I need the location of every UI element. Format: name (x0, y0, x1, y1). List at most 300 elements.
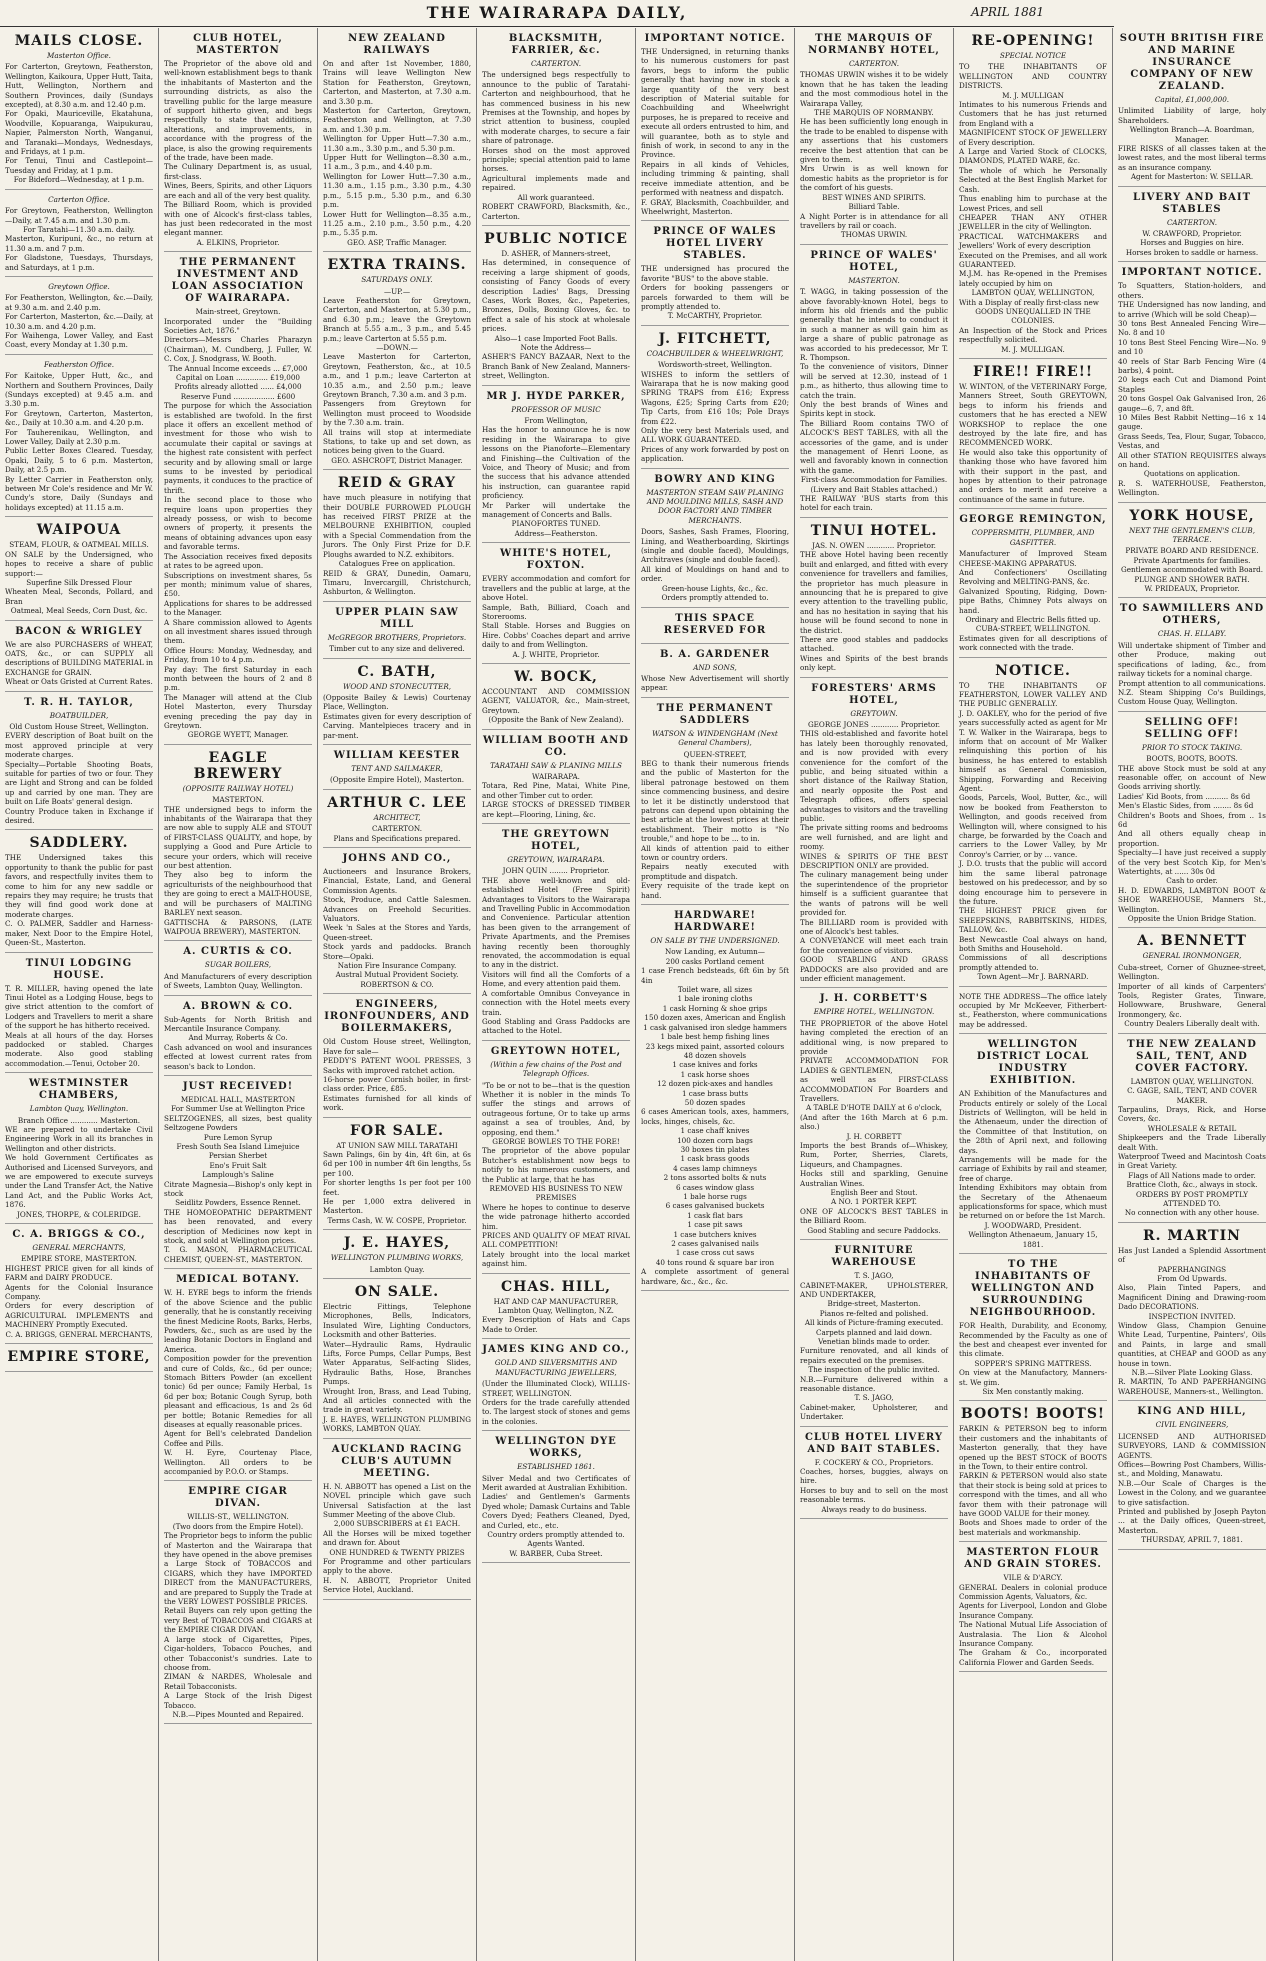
ad-text: VILE & D'ARCY. (1003, 1573, 1063, 1583)
advertisement (5, 1078, 153, 1224)
ad-text: Sawn Palings, 6in by 4in, 4ft 6in, at 6s 6d per 100 in number 4ft 6in lengths, 5s per 100. (323, 1149, 471, 1178)
advertisement (5, 33, 153, 190)
ad-heading: HARDWARE! HARDWARE! (674, 910, 756, 934)
ad-text: Wines and Spirits of the best brands only kept. (800, 653, 948, 673)
ad-heading: TO SAWMILLERS AND OTHERS, (1119, 603, 1265, 627)
ad-subheading: CIVIL ENGINEERS, (1155, 1420, 1229, 1430)
ad-subheading: GREYTOWN, WAIRARAPA. (507, 855, 605, 864)
ad-text: Pay day: The first Saturday in each month between the hours of 2 and 8 p.m. (164, 664, 312, 693)
ad-text: J. H. CORBETT (846, 1131, 902, 1141)
ad-text: 10 Miles Best Rabbit Netting—16 x 14 gauge. (1118, 412, 1266, 432)
advertisement (164, 33, 312, 252)
ad-text: Will undertake shipment of Timber and other Produce, making out specifications of lading, &c., from railway tickets for a nominal charge. (1118, 640, 1266, 679)
ad-text: Wines, Beers, Spirits, and other Liquors are each and all of the very best quality. (164, 181, 312, 200)
ad-subheading: Masterton Office. (47, 51, 111, 60)
ad-heading: THIS SPACE RESERVED FOR (663, 612, 767, 636)
advertisement (323, 607, 471, 659)
ad-text: The National Mutual Life Association of Australasia. The Lion & Alcohol Insurance Company. (959, 1620, 1107, 1649)
ad-text: A TABLE D'HOTE DAILY at 6 o'clock, (806, 1103, 942, 1113)
ad-subheading: EMPIRE HOTEL, WELLINGTON. (813, 1007, 935, 1017)
column-4 (482, 32, 630, 1957)
ad-text: W. H. Eyre, Courtenay Place, Wellington. All orders to be accompanied by P.O.O. or Stamps. (164, 1448, 312, 1476)
ad-text: A Night Porter is in attendance for all travellers by rail or coach. (800, 211, 948, 230)
ad-text: Every Description of Hats and Caps Made to Order. (482, 1315, 630, 1334)
advertisement (5, 626, 153, 692)
ad-subheading: PRIOR TO STOCK TAKING. (1141, 742, 1243, 752)
ad-text: A. ELKINS, Proprietor. (196, 237, 280, 247)
ad-text: Fresh South Sea Island Limejuice (176, 1142, 300, 1151)
ad-text: 1 cask flat bars (687, 1210, 743, 1220)
ad-heading: WHITE'S HOTEL, FOXTON. (500, 548, 612, 572)
ad-text: Plans and Specifications prepared. (333, 833, 461, 843)
advertisement (800, 1245, 948, 1427)
ad-heading: TO THE INHABITANTS OF WELLINGTON AND SURROUNDING NEIGHBOURHOOD. (969, 1259, 1097, 1319)
ad-text: Also, Plain Tinted Papers, and Magnificent Dining and Drawing-room Dado DECORATIONS. (1118, 1283, 1266, 1312)
ad-text: H. N. ABBOTT has opened a List on the NOVEL principle which gave such Universal Satisfaction at the last Summer Meeting of the above Club. (323, 1481, 471, 1519)
ad-text: The inspection of the public invited. (808, 1365, 940, 1375)
ad-text: PEDDY'S PATENT WOOL PRESSES, 3 Sacks with improved ratchet action. (323, 1056, 471, 1075)
advertisement (1118, 1228, 1266, 1402)
advertisement (959, 663, 1107, 987)
ad-text: Repairs in all kinds of Vehicles, including trimming & painting, shall receive immediate attention, and be performed with neatness and dispatch. (641, 159, 789, 198)
advertisement (482, 1279, 630, 1340)
advertisement (800, 993, 948, 1240)
ad-text: ROBERT CRAWFORD, Blacksmith, &c., Carterton. (482, 202, 630, 221)
ad-text: W. WINTON, of the VETERINARY Forge, Manners Street, South GREYTOWN, begs to inform his friends and customers that he has erected a NEW WORKSHOP to replace the one destroyed by the late fire, and has RECOMMENCED WORK. (959, 382, 1107, 448)
ad-text: Cabinet-maker, Upholsterer, and Undertaker. (800, 1402, 948, 1422)
ad-heading: REID & GRAY (337, 475, 457, 492)
ad-text: Note the Address— (520, 342, 592, 352)
ad-text: 1 bale horse rugs (683, 1192, 747, 1201)
ad-text: Good Stabling and Grass Paddocks are attached to the Hotel. (482, 1016, 630, 1036)
ad-text: LARGE STOCKS of DRESSED TIMBER are kept—Flooring, Lining, &c. (482, 800, 630, 819)
ad-text: Eno's Fruit Salt (209, 1160, 267, 1170)
ad-heading: JAMES KING AND CO., (482, 1344, 630, 1356)
ad-text: MASTERTON. (212, 795, 264, 805)
ad-text: TO THE INHABITANTS OF WELLINGTON AND COUNTRY DISTRICTS. (959, 62, 1107, 91)
ad-heading: JUST RECEIVED! (182, 1080, 294, 1092)
ad-text: For Programme and other particulars apply to the above. (323, 1556, 471, 1576)
ad-text: Every requisite of the trade kept on hand. (641, 881, 789, 900)
advertisement (5, 282, 153, 355)
ad-text: PRIVATE BOARD AND RESIDENCE. (1125, 546, 1259, 556)
ad-text: Lamplough's Saline (202, 1170, 274, 1180)
advertisement (323, 750, 471, 790)
ad-text: Public Letter Boxes Cleared. Tuesday, Opaki, Daily, 5 to 6 p.m. Masterton, Daily, at 2.5 p.m. (5, 446, 153, 475)
ad-subheading: (OPPOSITE RAILWAY HOTEL) (182, 783, 294, 793)
ad-heading: GEORGE REMINGTON, (959, 514, 1107, 526)
ad-subheading: CHAS. H. ELLABY. (1157, 629, 1227, 639)
advertisement (323, 1444, 471, 1600)
ad-heading: THE NEW ZEALAND SAIL, TENT, AND COVER FACTORY. (1127, 1038, 1257, 1074)
ad-text: Carpets planned and laid down. (815, 1327, 933, 1337)
ad-text: The Manager will attend at the Club Hotel Masterton, every Thursday evening preceding the pay day in Greytown. (164, 692, 312, 730)
ad-text: PAPERHANGINGS (1157, 1264, 1227, 1274)
ad-text: For Taratahi—11.30 a.m. daily. (23, 224, 135, 234)
ad-text: W. H. EYRE begs to inform the friends of the above Science and the public generally, that he is constantly receiving the finest Medicine Roots, Barks, Herbs, Powders, &c., such as are used by the leading Botanic Doctors in England and America. (164, 1288, 313, 1354)
ad-text: TO THE INHABITANTS OF FEATHERSTON, LOWER VALLEY AND THE PUBLIC GENERALLY. (959, 680, 1107, 709)
ad-text: Private Apartments for families. (1133, 555, 1251, 565)
advertisement (641, 226, 789, 325)
ad-heading: MAILS CLOSE. (14, 33, 144, 49)
column-rule (953, 28, 954, 1961)
column-rule (476, 28, 477, 1961)
ad-text: Incorporated under the "Building Societies Act, 1876." (164, 316, 312, 335)
masthead (0, 0, 1114, 27)
ad-text: Window Glass, Champion Genuine White Lead, Turpentine, Painters', Oils and Paints, in large and small quantities, at CHEAP and GOOD as any house in town. (1118, 1321, 1266, 1368)
ad-heading: JOHNS AND CO., (342, 853, 452, 864)
ad-text: A large stock of Cigarettes, Pipes, Cigar-holders, Tobacco Pouches, and other Tobacconist's sundries. Late to choose from. (164, 1634, 312, 1672)
advertisement (323, 33, 471, 252)
ad-text: GEORGE BOWLES TO THE FORE! (492, 1136, 620, 1146)
ad-text: A Share commission allowed to Agents on all investment shares issued through them. (164, 617, 312, 646)
advertisement (959, 1406, 1107, 1542)
ad-text: LAMBTON QUAY, WELLINGTON. (1130, 1076, 1254, 1086)
ad-text: Masterton, Kuripuni, &c., no return at 11.30 a.m. and 7 p.m. (5, 234, 153, 253)
ad-text: 40 reels of Star Barb Fencing Wire (4 barbs), 4 point. (1118, 356, 1266, 375)
ad-text: (Livery and Bait Stables attached.) (810, 484, 938, 494)
ad-text: 1 cask Horning & shoe grips (662, 1003, 768, 1013)
ad-text: The Graham & Co., incorporated California Flower and Garden Seeds. (959, 1648, 1107, 1667)
ad-text: 20 tons Gospel Oak Galvanised Iron, 26 gauge—6, 7, and 8ft. (1118, 394, 1266, 413)
ad-text: The purpose for which the Association is established are twofold. In the first place it offers an excellent method of investment for those who wish to accumulate their capital or savings at the highest rate consistent with perfect security and by allowing small or large sums to be invested by periodical payments, it conduces to the practice of thrift. (164, 401, 312, 495)
ad-text: SOPPER'S SPRING MATTRESS. (974, 1358, 1092, 1368)
column-rule (794, 28, 795, 1961)
ad-text: Now Landing, ex Autumn— (664, 947, 765, 957)
ad-text: PRACTICAL WATCHMAKERS and Jewellers' Work of every description (959, 231, 1107, 251)
ad-subheading: Lambton Quay, Wellington. (29, 1104, 129, 1114)
ad-text: 1 case butchers knives (673, 1229, 757, 1239)
ad-text: GOODS UNEQUALLED IN THE COLONIES. (975, 306, 1091, 326)
newspaper-title: THE WAIRARAPA DAILY, (426, 3, 688, 22)
ad-text: For Bideford—Wednesday, at 1 p.m. (13, 175, 145, 185)
ad-text: Address—Featherston. (514, 528, 598, 538)
ad-text: Horses to buy and to sell on the most reasonable terms. (800, 1485, 948, 1505)
advertisement (323, 475, 471, 601)
ad-text: FARKIN & PETERSON beg to inform their customers and the inhabitants of Masterton generally, that they have opened up the BEST STOCK of BOOTS in the Town, to their entire control. (959, 1424, 1107, 1471)
ad-subheading: GENERAL IRONMONGER, (1142, 951, 1242, 961)
ad-text: The private sitting rooms and bedrooms are well furnished, and are light and roomy. (800, 823, 948, 852)
advertisement (482, 829, 630, 1041)
ad-text: 1 case cross cut saws (675, 1248, 755, 1258)
ad-text: NOTE THE ADDRESS—The office lately occupied by Mr McKeever, Fitherbert-st., Featherston, where communications may be addressed. (959, 991, 1107, 1029)
advertisement (1118, 192, 1266, 263)
ad-text: WILLIS-ST., WELLINGTON. (187, 1512, 289, 1522)
ad-text: QUEEN-STREET, (683, 749, 747, 759)
ad-text: Grass Seeds, Tea, Flour, Sugar, Tobacco, Vestas, and (1118, 431, 1266, 451)
issue-date: APRIL 1881 (971, 5, 1044, 19)
ad-text: Manufacturer of Improved Steam CHEESE-MAKING APPARATUS. (959, 549, 1107, 568)
ad-text: He per 1,000 extra delivered in Masterton. (323, 1196, 471, 1216)
ad-text: Has Just Landed a Splendid Assortment of (1118, 1245, 1266, 1265)
ad-text: N.B.—Furniture delivered within a reasonable distance. (800, 1374, 948, 1393)
ad-heading: PRINCE OF WALES HOTEL LIVERY STABLES. (653, 226, 777, 262)
advertisement (5, 360, 153, 518)
ad-subheading: MASTERTON. (848, 275, 900, 285)
advertisement (1118, 717, 1266, 929)
advertisement (641, 331, 789, 469)
advertisement (323, 1235, 471, 1279)
ad-text: Town Agent—Mr J. BARNARD. (977, 972, 1089, 982)
ad-text: Six Men constantly making. (982, 1386, 1084, 1396)
advertisement (323, 257, 471, 470)
ad-text: as well as FIRST-CLASS ACCOMMODATION For Boarders and Travellers. (800, 1075, 948, 1103)
ad-subheading: GENERAL MERCHANTS, (32, 1243, 126, 1253)
ad-text: Wellington for Upper Hutt—7.30 a.m., 11.30 a.m., 3.30 p.m., and 5.30 p.m. (323, 134, 471, 153)
column-2 (164, 32, 312, 1957)
ad-text: Horses and Buggies on hire. (1140, 238, 1244, 248)
ad-text: GEO. ASHCROFT, District Manager. (331, 455, 463, 465)
ad-heading: THE GREYTOWN HOTEL, (501, 829, 611, 852)
ad-text: Visitors will find all the Comforts of a Home, and every attention paid them. (482, 969, 630, 989)
ad-text: 10 tons Best Steel Fencing Wire—No. 9 and 10 (1118, 337, 1266, 357)
ad-text: N.B.—Silver Plate Looking Glass. (1131, 1368, 1253, 1378)
ad-text: Ordinary and Electric Bells fitted up. (965, 614, 1101, 624)
ad-text: AT UNION SAW MILL TARATAHI (336, 1140, 458, 1150)
ad-text: Week 'n Sales at the Stores and Yards, Queen-street. (323, 923, 471, 942)
ad-text: Leave Featherston for Greytown, Carterton, and Masterton, at 5.30 p.m., and 6.30 p.m.; leave the Greytown Branch at 5.55 a.m., 3 p.m., and 5.45 p.m.; leave Carterton at 5.55 p.m. (323, 295, 471, 343)
ad-text: Ladies' Kid Boots, from .......... 8s 6d (1118, 791, 1251, 801)
ad-subheading: WELLINGTON PLUMBING WORKS, (330, 1253, 464, 1263)
ad-text: "To be or not to be—that is the question Whether it is nobler in the minds To suffer the stings and arrows of outrageous fortune, Or to take up arms against a sea of troubles, And, by opposing, end them." (482, 1080, 630, 1137)
ad-text: There are good stables and paddocks attached. (800, 634, 948, 654)
ad-text: WAIRARAPA. (532, 771, 580, 781)
ad-text: For Summer Use at Wellington Price (171, 1104, 305, 1114)
ad-text: M. J. MULLIGAN (1002, 90, 1064, 100)
ad-text: GEORGE WYETT, Manager. (187, 730, 289, 740)
ad-text: Austral Mutual Provident Society. (335, 970, 459, 980)
ad-text: Orders for booking passengers or parcels forwarded to them will be promptly attended to. (641, 283, 789, 311)
ad-text: J. D.O. trusts that the public will accord him the same liberal patronage bestowed on his predecessor, and by so doing encourage him to persevere in the future. (959, 859, 1107, 906)
ad-text: Profits already allotted ...... £4,000 (174, 382, 302, 392)
ad-text: An Inspection of the Stock and Prices respectfully solicited. (959, 325, 1107, 345)
ad-text: THE Undersigned takes this opportunity to thank the public for past favors, and respectfully invites them to come to him for any new saddle or repairs they may require; he trusts that they will find good work done at moderate charges. (5, 853, 153, 919)
ad-text: 48 dozen shovels (683, 1050, 747, 1060)
ad-text: Intimates to his numerous Friends and Customers that he has just returned from England with a (959, 100, 1107, 128)
ad-text: Nation Fire Insurance Company. (337, 961, 457, 971)
advertisement (5, 697, 153, 831)
ad-text: Office Hours: Monday, Wednesday, and Friday, from 10 to 4 p.m. (164, 645, 312, 665)
ad-text: have much pleasure in notifying that their DOUBLE FURROWED PLOUGH has received FIRST PRIZE at the MELBOURNE EXHIBITION, coupled with a Special Commendation from the Jurors. The Only First Prize for D.F. Ploughs awarded to N.Z. exhibitors. (323, 493, 471, 559)
ad-heading: R. MARTIN (1143, 1227, 1241, 1244)
ad-text: REMOVED HIS BUSINESS TO NEW PREMISES (489, 1184, 623, 1203)
ad-text: For shorter lengths 1s per foot per 100 feet. (323, 1178, 471, 1197)
ad-text: Horses broken to saddle or harness. (1125, 247, 1259, 257)
ad-text: The whole of which he Personally Selected at the Best English Market for Cash. (959, 165, 1107, 194)
ad-text: GATTISCHA & PARSONS, (LATE WAIPOUA BREWERY), MASTERTON. (164, 917, 312, 936)
ad-text: Country Dealers Liberally dealt with. (1124, 1019, 1260, 1029)
ad-text: Agents for Liverpool, London and Globe Insurance Company. (959, 1601, 1107, 1620)
advertisement (164, 946, 312, 995)
ad-text: He would also take this opportunity of thanking those who have favored him with their support in the past, and hopes by attention to their patronage and orders to merit and receive a continuance of the same in future. (959, 447, 1107, 504)
ad-text: Wordsworth-street, Wellington. (657, 360, 773, 370)
ad-text: Superfine Silk Dressed Flour (26, 577, 132, 587)
ad-text: He has been sufficiently long enough in the trade to be enabled to dispense with any assertions that his customers receive the best attention that can be given to them. (800, 117, 948, 165)
ad-text: 1 cask horse shoes (680, 1069, 750, 1079)
ad-text: Also—1 case Imported Foot Balls. (494, 333, 618, 343)
advertisement (164, 257, 312, 745)
advertisement (164, 1001, 312, 1076)
ad-text: From Od Upwards. (1157, 1274, 1227, 1283)
ad-text: Lambton Quay, Wellington, N.Z. (498, 1306, 614, 1316)
ad-text: (Opposite Bailey & Lewis) Courtenay Place, Wellington. (323, 692, 471, 712)
ad-text: THOMAS URWIN wishes it to be widely known that he has taken the leading and the most commodious hotel in the Wairarapa Valley, (800, 70, 948, 108)
ad-text: BEST WINES AND SPIRITS. (822, 192, 926, 202)
ad-text: 200 casks Portland cement (665, 956, 765, 966)
ad-heading: A. BENNETT (1137, 933, 1247, 950)
ad-subheading: CARTERTON. (848, 59, 900, 68)
ad-text: Wheaten Meal, Seconds, Pollard, and Bran (5, 587, 153, 606)
ad-heading: ARTHUR C. LEE (327, 794, 467, 811)
ad-text: The Proprietor begs to inform the public of Masterton and the Wairarapa that they have opened in the above premises a Large Stock of TOBACCOS and CIGARS, which they have IMPORTED DIRECT from the MANUFACTURERS, and are prepared to Supply the Trade at the VERY LOWEST POSSIBLE PRICES. (164, 1531, 312, 1607)
ad-text: Best Newcastle Coal always on hand, both Smiths and Household. (959, 934, 1107, 953)
advertisement (482, 669, 630, 730)
advertisement (641, 33, 789, 221)
column-5 (641, 32, 789, 1957)
ad-heading: FIRE!! FIRE!! (972, 364, 1094, 380)
ad-text: For Kaitoke, Upper Hutt, &c., and Northern and Southern Provinces, Daily (Sundays excepted) at 9.45 a.m. and 3.30 p.m. (5, 371, 153, 409)
ad-heading: J. E. HAYES, (343, 1235, 451, 1252)
ad-heading: NEW ZEALAND RAILWAYS (348, 33, 446, 56)
advertisement (5, 195, 153, 277)
ad-subheading: WOOD AND STONECUTTER, (342, 681, 452, 691)
ad-text: Estimates given for every description of Carving. Mantelpieces tracery and in par-ment. (323, 711, 471, 740)
ad-text: Silver Medal and two Certificates of Merit awarded at Australian Exhibition. (482, 1473, 630, 1492)
ad-text: REID & GRAY, Dunedin, Oamaru, Timaru, Invercargill, Christchurch, Ashburton, & Wellington. (323, 568, 471, 597)
ad-text: Waterproof Tweed and Macintosh Coats in Great Variety. (1118, 1151, 1266, 1171)
ad-text: Repairs neatly executed with promptitude and dispatch. (641, 862, 789, 881)
advertisement (1118, 1039, 1266, 1223)
ad-text: THE undersigned has procured the favorite "BUS" to the above stable. (641, 264, 789, 283)
ad-subheading: PROFESSOR OF MUSIC (511, 404, 601, 414)
ad-text: THE above Hotel having been recently built and enlarged, and fitted with every convenience for travellers and families, the proprietor has much pleasure in announcing that he is prepared to give every attention to the travelling public, and has no hesitation in saying that his house will be found second to none in the district. (800, 550, 948, 635)
advertisement (482, 1046, 630, 1274)
ad-heading: A. BROWN & CO. (182, 1000, 294, 1012)
ad-text: 4 cases lamp chimneys (673, 1163, 757, 1173)
ad-text: Agent for Masterton: W. SELLAR. (1130, 172, 1254, 182)
advertisement (5, 1349, 153, 1372)
advertisement (482, 1436, 630, 1563)
ad-text: ACCOUNTANT AND COMMISSION AGENT, VALUATOR, &c., Main-street, Greytown. (482, 686, 630, 715)
ad-text: The undersigned begs respectfully to announce to the public of Taratahi-Carterton and neighbourhood, that he has commenced business in his new Premises at the Township, and hopes by strict attention to business, coupled with moderate charges, to secure a fair share of patronage. (482, 70, 630, 146)
ad-text: Electric Fittings, Telephone Microphones, Bells, Indicators, Insulated Wire, Lighting Conductors, Locksmith and other Batteries. (323, 1302, 471, 1340)
ad-heading: BOOTS! BOOTS! (960, 1406, 1106, 1423)
ad-text: PIANOFORTES TUNED. (511, 519, 601, 529)
ad-text: JAS. N. OWEN ............ Proprietor. (812, 540, 936, 550)
ad-text: Agents Wanted. (527, 1539, 585, 1549)
ad-text: N.B.—Pipes Mounted and Repaired. (172, 1709, 304, 1719)
ad-text: Water—Hydraulic Rams, Hydraulic Lifts, Force Pumps, Cellar Pumps, Best Water Apparatus, Self-acting Slides, Hydraulic Baths, Hose, Branches Pumps. (323, 1339, 471, 1387)
ad-text: 1 cask brass goods (680, 1154, 750, 1164)
ad-heading: FOR SALE. (349, 1122, 444, 1139)
ad-heading: WILLIAM BOOTH AND CO. (483, 734, 629, 758)
ad-subheading: Capital, £1,000,000. (1154, 95, 1230, 104)
ad-text: C. O. PALMER, Saddler and Harness-maker, Next Door to the Empire Hotel, Queen-St., Masterton. (5, 919, 153, 948)
ad-subheading: SPECIAL NOTICE (999, 51, 1067, 60)
ad-heading: IMPORTANT NOTICE. (1121, 267, 1263, 279)
ad-text: THE undersigned begs to inform the inhabitants of the Wairarapa that they are now able to supply ALE and STOUT of FIRST-CLASS QUALITY, and hope, by supplying a Good and Pure Article to secure your orders, which will receive our best attention. (164, 804, 312, 871)
ad-subheading: McGREGOR BROTHERS, Proprietors. (327, 632, 467, 642)
ad-text: Directors—Messrs Charles Pharazyn (Chairman), M. Cundberg, J. Fuller, W. C. Cox, J. Snodgrass, W. Booth. (164, 335, 312, 364)
ad-heading: W. BOCK, (514, 668, 598, 685)
ad-text: Boots and Shoes made to order of the best materials and workmanship. (959, 1518, 1107, 1537)
ad-text: Wellington for Lower Hutt—7.30 a.m., 11.30 a.m., 1.15 p.m., 3.30 p.m., 4.30 p.m., 5.15 p.m., 5.30 p.m., and 6.30 p.m. (323, 171, 471, 210)
ad-text: And Confectioners' Oscillating Revolving and MELTING-PANS, &c. (959, 567, 1107, 587)
ad-text: THE HOMOEOPATHIC DEPARTMENT has been renovated, and every description of Medicines now kept in stock, and sold at Wellington prices. (164, 1207, 312, 1246)
ad-text: Commissions of all descriptions promptly attended to. (959, 953, 1107, 972)
ad-text: PRICES AND QUALITY OF MEAT RIVAL ALL COMPETITION! (482, 1231, 630, 1250)
ad-text: Arrangements will be made for the carriage of Exhibits by rail and steamer, free of charge. (959, 1155, 1107, 1183)
ad-text: All other STATION REQUISITES always on hand. (1118, 450, 1266, 469)
ad-subheading: WATSON & WINDENGHAM (Next General Chambers), (652, 728, 778, 748)
ad-text: And Manufacturers of every description of Sweets, Lambton Quay, Wellington. (164, 971, 312, 991)
ad-text: J. WOODWARD, President. (984, 1220, 1082, 1230)
ad-text: Persian Sherbet (208, 1151, 268, 1161)
ad-heading: MASTERTON FLOUR AND GRAIN STORES. (964, 1547, 1102, 1571)
ad-text: Cuba-street, Corner of Ghuznee-street, Wellington. (1118, 962, 1266, 982)
ad-text: 1 case knives and forks (672, 1060, 758, 1070)
ad-text: Orders for every description of AGRICULTURAL IMPLEMENTS and MACHINERY Promptly Executed. (5, 1301, 153, 1330)
column-rule (635, 28, 636, 1961)
advertisement (959, 1547, 1107, 1672)
advertisement (1118, 933, 1266, 1033)
ad-text: AN Exhibition of the Manufactures and Products entirely or solely of the Local Districts of Wellington, will be held in the Athenaeum, under the direction of the Committee of that Institution, on the 28th of April next, and following days. (959, 1089, 1107, 1155)
advertisement (323, 1284, 471, 1439)
ad-text: From Wellington, (524, 416, 588, 425)
ad-text: LICENSED AND AUTHORISED SURVEYORS, LAND & COMMISSION AGENTS. (1118, 1431, 1266, 1460)
ad-heading: C. BATH, (357, 663, 437, 680)
ad-text: Printed and published by Joseph Payton ... at the Daily offices, Queen-street, Masterton. (1118, 1506, 1266, 1535)
ad-text: Wellington Athenaeum, January 15, 1881. (968, 1230, 1098, 1249)
advertisement (482, 231, 630, 386)
advertisement (482, 33, 630, 226)
ad-text: 50 dozen spades (684, 1097, 746, 1107)
ad-text: Totara, Red Pine, Matai, White Pine, and other Timber cut to order. (482, 781, 630, 800)
advertisement (323, 1123, 471, 1231)
column-rule (1112, 28, 1113, 1961)
ad-heading: TINUI LODGING HOUSE. (25, 957, 133, 981)
ad-text: Upper Hutt for Wellington—8.30 a.m., 11 a.m., 3 p.m., and 4.40 p.m. (323, 153, 471, 172)
ad-text: CUBA-STREET, WELLINGTON. (975, 624, 1091, 634)
ad-heading: WAIPOUA (36, 522, 122, 539)
advertisement (800, 1432, 948, 1519)
ad-text: Retail Buyers can rely upon getting the very Best of TOBACCOS and CIGARS at the EMPIRE CIGAR DIVAN. (164, 1606, 312, 1635)
ad-subheading: TARATAHI SAW & PLANING MILLS (490, 760, 622, 770)
ad-text: (Two doors from the Empire Hotel). (172, 1521, 304, 1531)
ad-text: Capital on Loan .............. £19,000 (176, 372, 300, 382)
ad-text: Cash advanced on wool and insurances effected at lowest current rates from season's back to London. (164, 1042, 312, 1071)
ad-text: 6 cases galvanised buckets (665, 1201, 765, 1211)
ad-heading: CLUB HOTEL LIVERY AND BAIT STABLES. (804, 1431, 944, 1455)
ad-text: For Greytown, Carterton, Masterton, &c., Daily at 10.30 a.m. and 4.20 p.m. (5, 408, 153, 428)
ad-text: Catalogues Free on application. (338, 559, 456, 569)
ad-text: English Beer and Stout. (830, 1188, 918, 1198)
ad-text: Cash to order. (1166, 876, 1218, 886)
ad-text: Agents for the Colonial Insurance Company. (5, 1282, 153, 1302)
ad-text: 1 case French bedsteads, 6ft 6in by 5ft 4in (641, 966, 789, 985)
ad-text: 150 dozen axes, American and English (644, 1013, 786, 1023)
ad-text: D. ASHER, of Manners-street, (501, 248, 611, 258)
ad-heading: FORESTERS' ARMS HOTEL, (811, 682, 937, 706)
ad-text: The Billiard Room, which is provided with one of Alcock's first-class tables, has just been redecorated in the most elegant manner. (164, 200, 312, 238)
ad-subheading: ARCHITECT, (373, 812, 421, 822)
advertisement (959, 1259, 1107, 1401)
ad-text: They also beg to inform the agriculturists of the neighbourhood that they are going to erect a MALT-HOUSE, and will be purchasers of MALTING BARLEY next season. (164, 870, 312, 918)
ad-text: Passengers from Greytown for Wellington must proceed to Woodside by the 7.30 a.m. train. (323, 399, 471, 428)
ad-subheading: MASTERTON STEAM SAW PLANING AND MOULDING MILLS, SASH AND DOOR FACTORY AND TIMBER MERCHANTS. (646, 487, 784, 525)
ad-text: Venetian blinds made to order. (818, 1336, 930, 1346)
ad-text: Orders promptly attended to. (661, 593, 769, 603)
